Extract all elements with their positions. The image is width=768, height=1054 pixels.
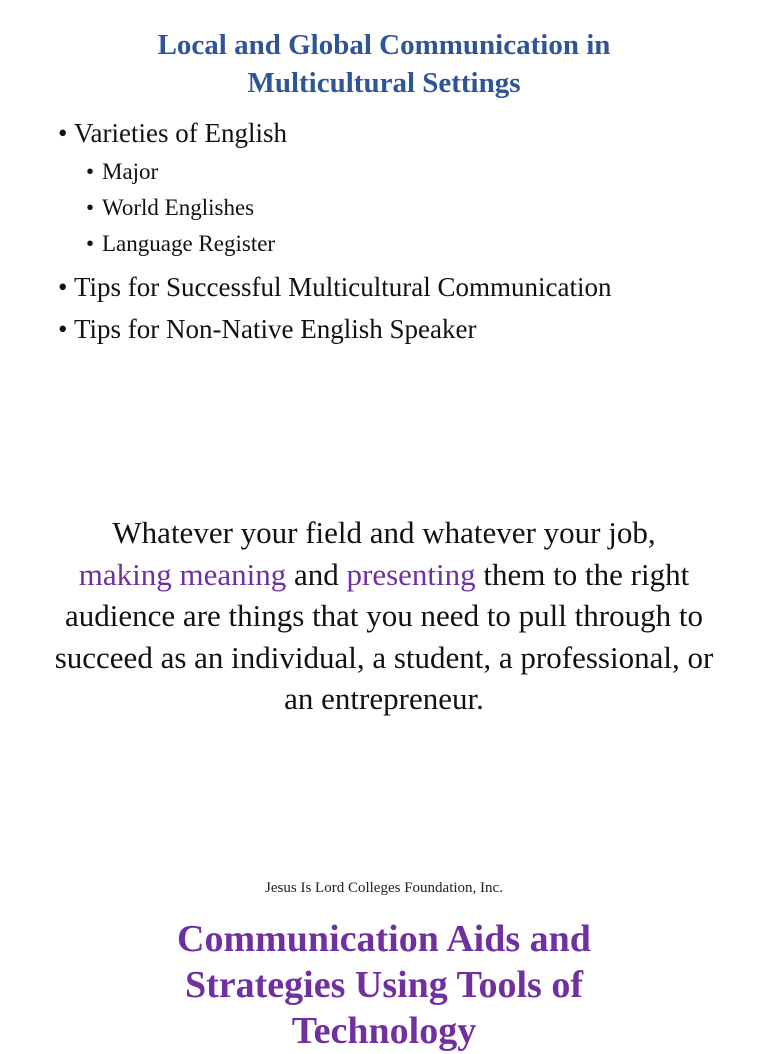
organization-name: Jesus Is Lord Colleges Foundation, Inc. bbox=[265, 880, 503, 896]
bullet-varieties-of-english: • Varieties of English bbox=[58, 112, 758, 154]
quote-part2: and bbox=[286, 556, 347, 592]
quote-highlight-making-meaning: making meaning bbox=[78, 556, 287, 592]
slide1-bullet-list bbox=[58, 112, 758, 350]
quote-part3: them to the right audience are things that you need to pull through to succeed as an individual, a student, a professional, or an entrepreneur. bbox=[54, 556, 714, 716]
slide3-title bbox=[0, 916, 768, 1054]
quote-highlight-presenting: presenting bbox=[346, 556, 476, 592]
bullet-major: • Major bbox=[86, 154, 758, 190]
slide3-title-line3: Technology bbox=[291, 1010, 477, 1052]
slide1-title-line1: Local and Global Communication in bbox=[157, 29, 611, 61]
slide3-title-line1: Communication Aids and bbox=[177, 918, 591, 960]
slide1-title bbox=[0, 26, 768, 102]
bullet-world-englishes: • World Englishes bbox=[86, 190, 758, 226]
bullet-tips-non-native: • Tips for Non-Native English Speaker bbox=[58, 308, 758, 350]
bullet-tips-multicultural: • Tips for Successful Multicultural Communication bbox=[58, 266, 758, 308]
slide1-title-line2: Multicultural Settings bbox=[247, 67, 521, 99]
quote-part1: Whatever your field and whatever your job, bbox=[112, 515, 656, 550]
slide2-quote bbox=[40, 512, 728, 720]
slide3-title-line2: Strategies Using Tools of bbox=[185, 964, 583, 1006]
bullet-language-register: • Language Register bbox=[86, 226, 758, 262]
